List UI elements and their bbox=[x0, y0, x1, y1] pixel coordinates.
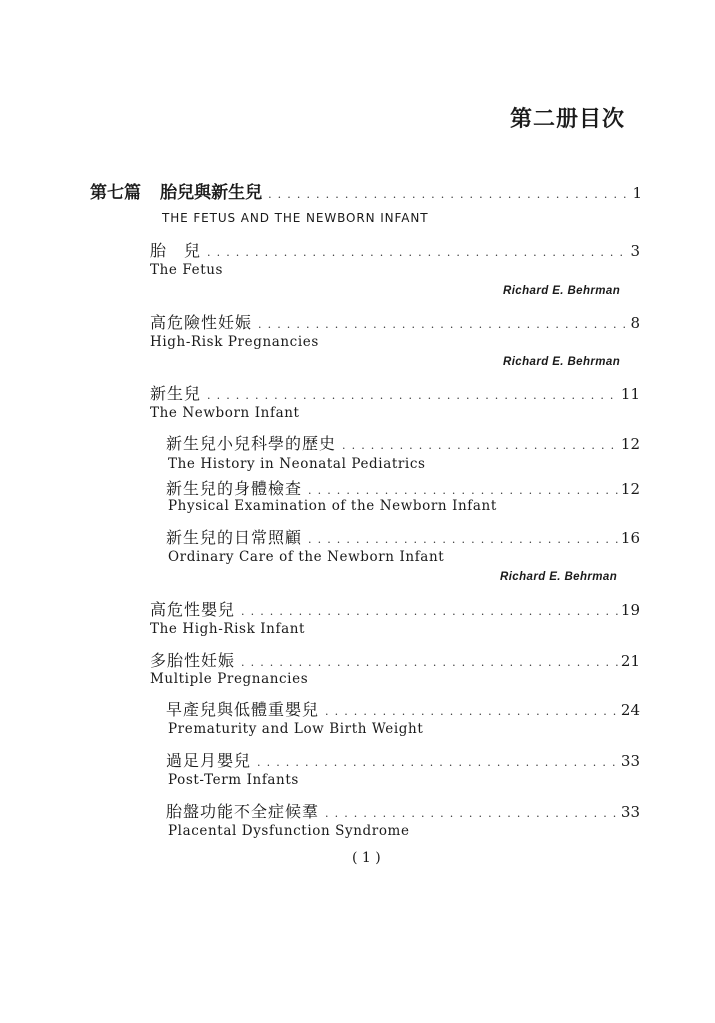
leader-dots bbox=[325, 807, 619, 820]
entry-title-zh: 多胎性妊娠 bbox=[150, 651, 236, 670]
page-number: 11 bbox=[620, 385, 640, 403]
chapter-title: 胎兒與新生兒 bbox=[160, 183, 263, 203]
leader-dots bbox=[342, 439, 619, 452]
page-number: 1 bbox=[632, 184, 642, 202]
author: Richard E. Behrman bbox=[503, 356, 621, 368]
toc-entry bbox=[150, 597, 640, 620]
leader-dots bbox=[308, 533, 619, 546]
entry-title-zh: 新生兒的身體檢查 bbox=[166, 479, 303, 498]
entry-title-en: The History in Neonatal Pediatrics bbox=[168, 456, 426, 472]
leader-dots bbox=[258, 318, 628, 331]
toc-entry bbox=[166, 799, 640, 822]
page-number: 3 bbox=[630, 242, 640, 260]
entry-title-zh: 胎盤功能不全症候羣 bbox=[166, 802, 320, 821]
author: Richard E. Behrman bbox=[500, 571, 618, 583]
entry-title-zh: 高危性嬰兒 bbox=[150, 600, 236, 619]
leader-dots bbox=[207, 389, 619, 402]
leader-dots bbox=[325, 705, 619, 718]
page-number: 8 bbox=[630, 314, 640, 332]
page-title: 第二册目次 bbox=[510, 106, 626, 132]
entry-title-zh: 胎 兒 bbox=[150, 241, 202, 260]
entry-title-en: Physical Examination of the Newborn Infant bbox=[168, 498, 497, 514]
leader-dots bbox=[308, 484, 619, 497]
entry-title-zh: 高危險性妊娠 bbox=[150, 313, 253, 332]
toc-entry bbox=[166, 748, 640, 771]
entry-title-en: Prematurity and Low Birth Weight bbox=[168, 721, 424, 737]
leader-dots bbox=[241, 605, 619, 618]
chapter-prefix: 第七篇 bbox=[90, 183, 141, 203]
entry-title-en: Placental Dysfunction Syndrome bbox=[168, 823, 410, 839]
entry-title-zh: 新生兒 bbox=[150, 384, 202, 403]
entry-title-en: The Fetus bbox=[150, 262, 224, 278]
entry-title-zh: 早產兒與低體重嬰兒 bbox=[166, 700, 320, 719]
page-number: 12 bbox=[620, 435, 640, 453]
author: Richard E. Behrman bbox=[503, 285, 621, 297]
page-number: 19 bbox=[620, 601, 640, 619]
toc-entry bbox=[166, 697, 640, 720]
toc-entry bbox=[150, 310, 640, 333]
entry-title-zh: 新生兒小兒科學的歷史 bbox=[166, 434, 337, 453]
leader-dots bbox=[257, 756, 619, 769]
leader-dots bbox=[207, 246, 628, 259]
page-number: 12 bbox=[620, 480, 640, 498]
chapter-heading bbox=[90, 178, 642, 203]
page-footer-number: ( 1 ) bbox=[352, 850, 381, 866]
entry-title-en: High-Risk Pregnancies bbox=[150, 334, 319, 350]
toc-entry bbox=[150, 648, 640, 671]
toc-entry bbox=[166, 431, 640, 454]
page-number: 33 bbox=[620, 752, 640, 770]
toc-entry bbox=[150, 238, 640, 261]
entry-title-en: Ordinary Care of the Newborn Infant bbox=[168, 549, 445, 565]
leader-dots bbox=[241, 656, 619, 669]
page-number: 33 bbox=[620, 803, 640, 821]
entry-title-en: The Newborn Infant bbox=[150, 405, 300, 421]
toc-entry bbox=[166, 525, 640, 548]
toc-entry bbox=[166, 476, 640, 499]
entry-title-en: Multiple Pregnancies bbox=[150, 671, 309, 687]
entry-title-zh: 新生兒的日常照顧 bbox=[166, 528, 303, 547]
chapter-english-title: THE FETUS AND THE NEWBORN INFANT bbox=[162, 211, 429, 225]
entry-title-zh: 過足月嬰兒 bbox=[166, 751, 252, 770]
toc-entry bbox=[150, 381, 640, 404]
entry-title-en: Post-Term Infants bbox=[168, 772, 299, 788]
page-number: 24 bbox=[620, 701, 640, 719]
page-number: 21 bbox=[620, 652, 640, 670]
leader-dots bbox=[268, 188, 630, 201]
entry-title-en: The High-Risk Infant bbox=[150, 621, 306, 637]
page-number: 16 bbox=[620, 529, 640, 547]
